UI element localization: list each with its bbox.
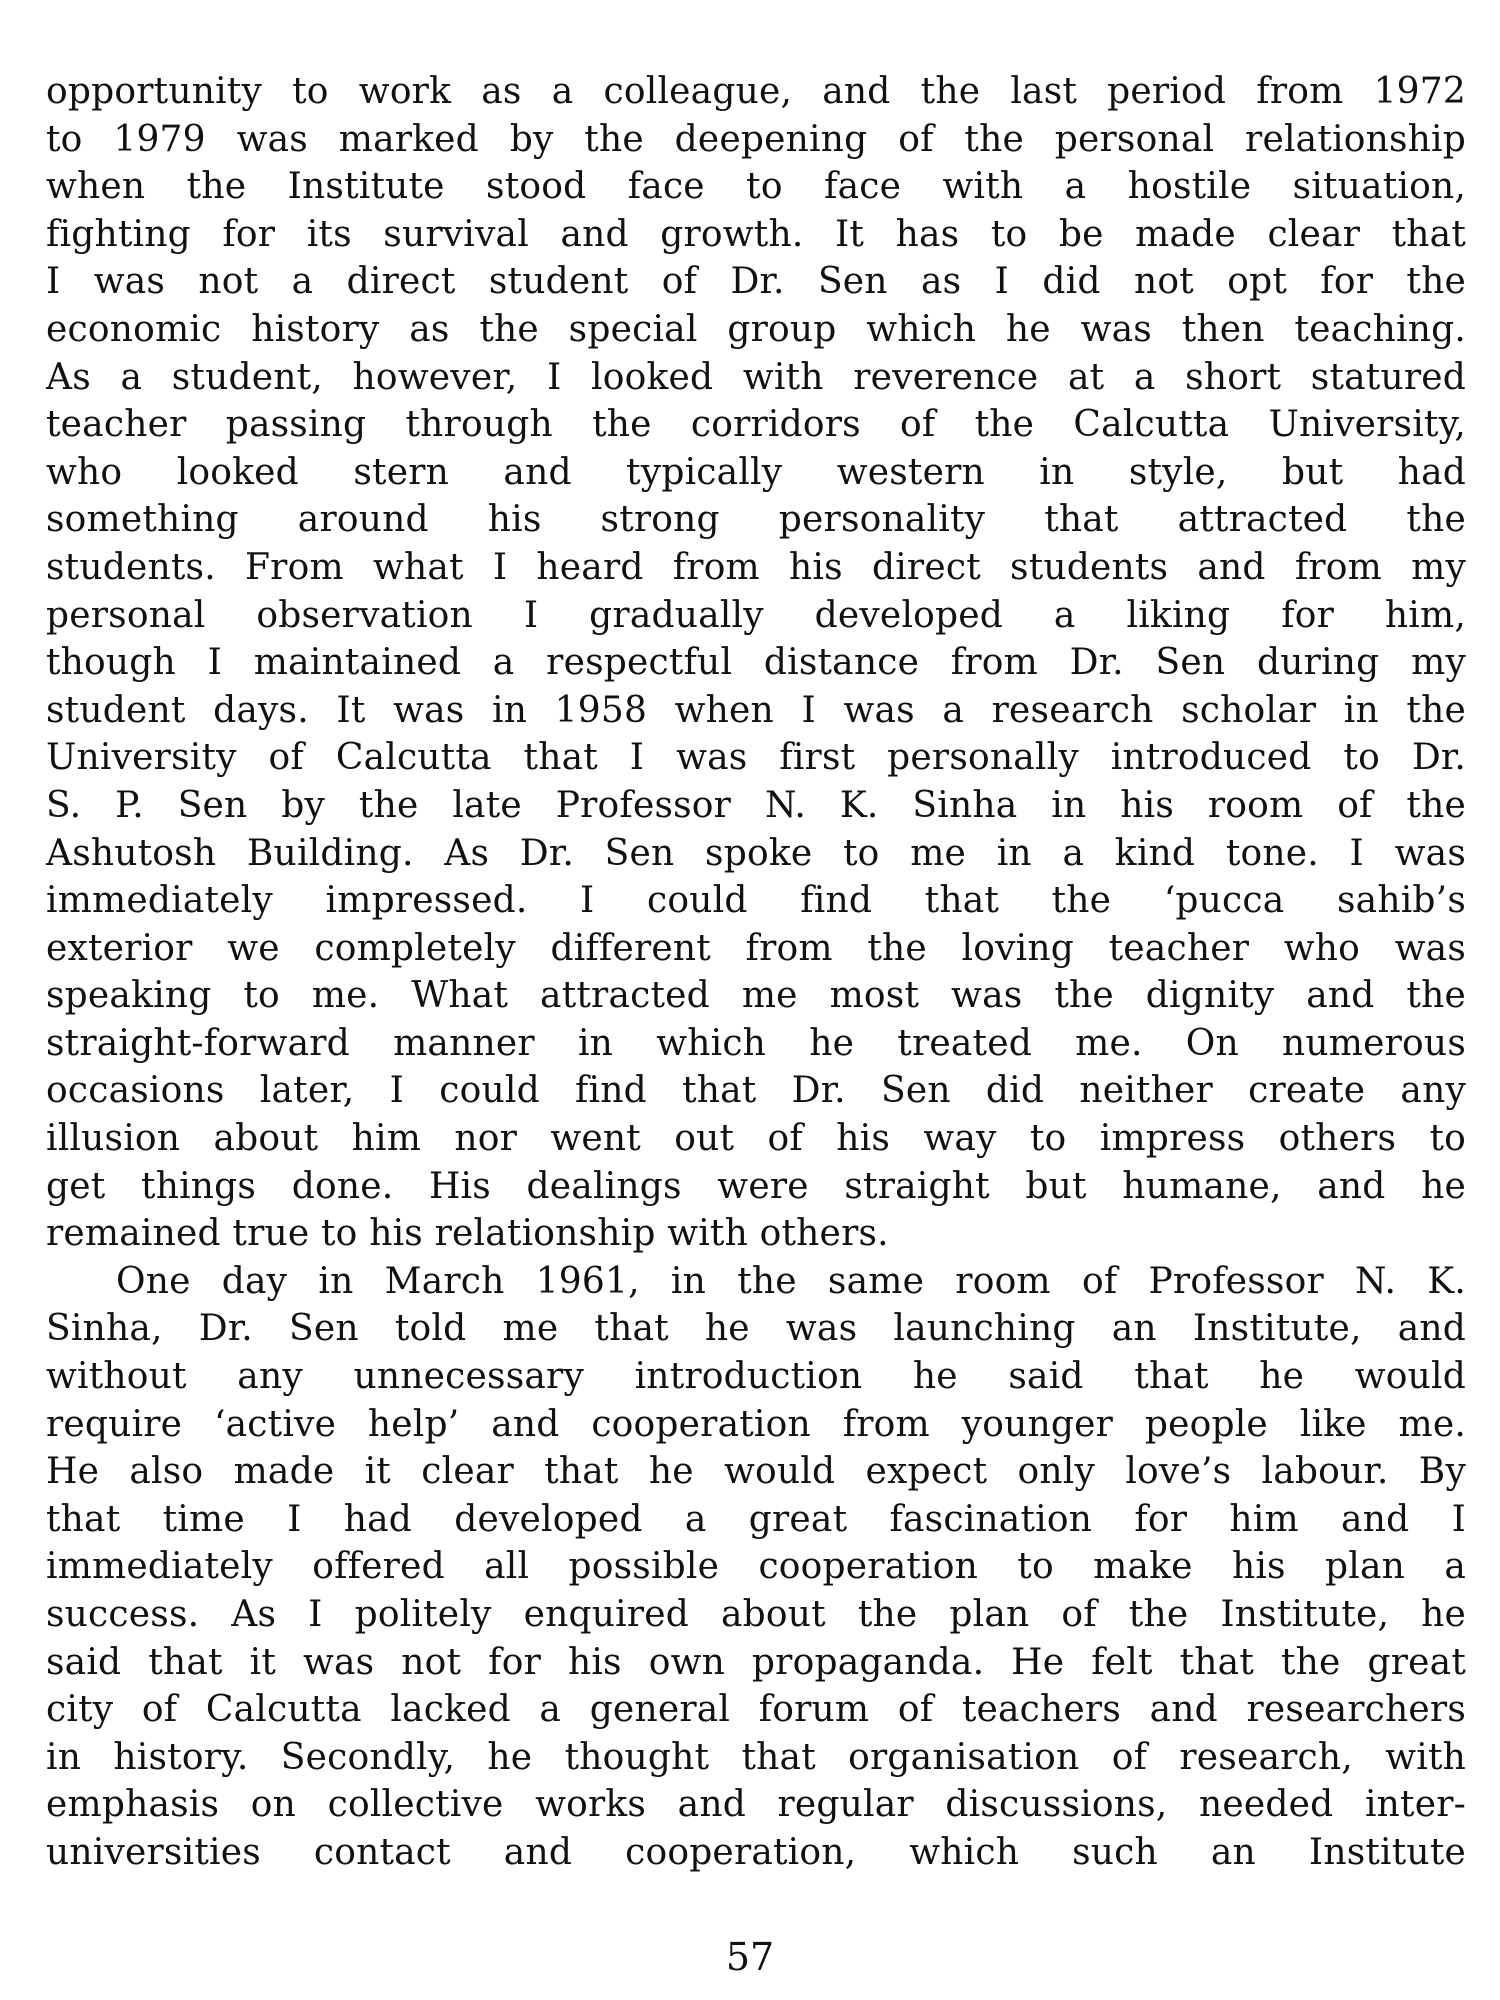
text-line: students. From what I heard from his direct students and from my (46, 546, 1466, 588)
text-line: He also made it clear that he would expect only love’s labour. By (46, 1451, 1466, 1493)
text-line: exterior we completely different from the loving teacher who was (46, 927, 1466, 969)
text-line: speaking to me. What attracted me most was the dignity and the (46, 975, 1466, 1017)
text-line: in history. Secondly, he thought that organisation of research, with (46, 1736, 1466, 1778)
text-line: get things done. His dealings were straight but humane, and he (46, 1165, 1466, 1207)
text-line: require ‘active help’ and cooperation from younger people like me. (46, 1403, 1466, 1445)
paragraph-2 (46, 1258, 1466, 1877)
text-line: something around his strong personality that attracted the (46, 499, 1466, 541)
text-line: I was not a direct student of Dr. Sen as I did not opt for the (46, 261, 1466, 303)
text-line: who looked stern and typically western in style, but had (46, 451, 1466, 493)
text-line: universities contact and cooperation, which such an Institute (46, 1831, 1466, 1873)
text-line: success. As I politely enquired about the plan of the Institute, he (46, 1594, 1466, 1635)
text-line: though I maintained a respectful distance from Dr. Sen during my (46, 642, 1466, 684)
text-line: S. P. Sen by the late Professor N. K. Sinha in his room of the (46, 784, 1466, 826)
page-number: 57 (725, 1935, 775, 1979)
text-line: Ashutosh Building. As Dr. Sen spoke to me in a kind tone. I was (46, 832, 1466, 874)
text-line: said that it was not for his own propaganda. He felt that the great (46, 1641, 1466, 1683)
book-page-body (46, 68, 1466, 1877)
text-line: student days. It was in 1958 when I was a research scholar in the (46, 689, 1466, 731)
text-line: University of Calcutta that I was first personally introduced to Dr. (46, 737, 1466, 779)
text-line: As a student, however, I looked with reverence at a short statured (46, 356, 1466, 398)
text-line: personal observation I gradually developed a liking for him, (46, 594, 1466, 636)
text-line: teacher passing through the corridors of the Calcutta University, (46, 404, 1466, 446)
text-line: to 1979 was marked by the deepening of the personal relationship (46, 118, 1466, 160)
paragraph-1 (46, 68, 1466, 1258)
text-line: that time I had developed a great fascination for him and I (46, 1498, 1466, 1540)
text-line: One day in March 1961, in the same room of Professor N. K. (116, 1260, 1466, 1302)
text-line: economic history as the special group which he was then teaching. (46, 308, 1466, 350)
text-line: fighting for its survival and growth. It has to be made clear that (46, 213, 1466, 255)
text-line: remained true to his relationship with others. (46, 1213, 889, 1255)
text-line: immediately offered all possible cooperation to make his plan a (46, 1546, 1466, 1588)
text-line: straight-forward manner in which he treated me. On numerous (46, 1022, 1466, 1064)
text-line: opportunity to work as a colleague, and the last period from 1972 (46, 71, 1466, 112)
text-line: immediately impressed. I could find that the ‘pucca sahib’s (46, 880, 1466, 922)
text-line: without any unnecessary introduction he said that he would (46, 1356, 1466, 1398)
text-line: city of Calcutta lacked a general forum of teachers and researchers (46, 1689, 1466, 1731)
text-line: illusion about him nor went out of his way to impress others to (46, 1118, 1466, 1160)
text-line: emphasis on collective works and regular discussions, needed inter- (46, 1784, 1466, 1826)
text-line: occasions later, I could find that Dr. Sen did neither create any (46, 1070, 1466, 1112)
text-line: when the Institute stood face to face with a hostile situation, (46, 166, 1466, 208)
text-line: Sinha, Dr. Sen told me that he was launching an Institute, and (46, 1308, 1466, 1350)
